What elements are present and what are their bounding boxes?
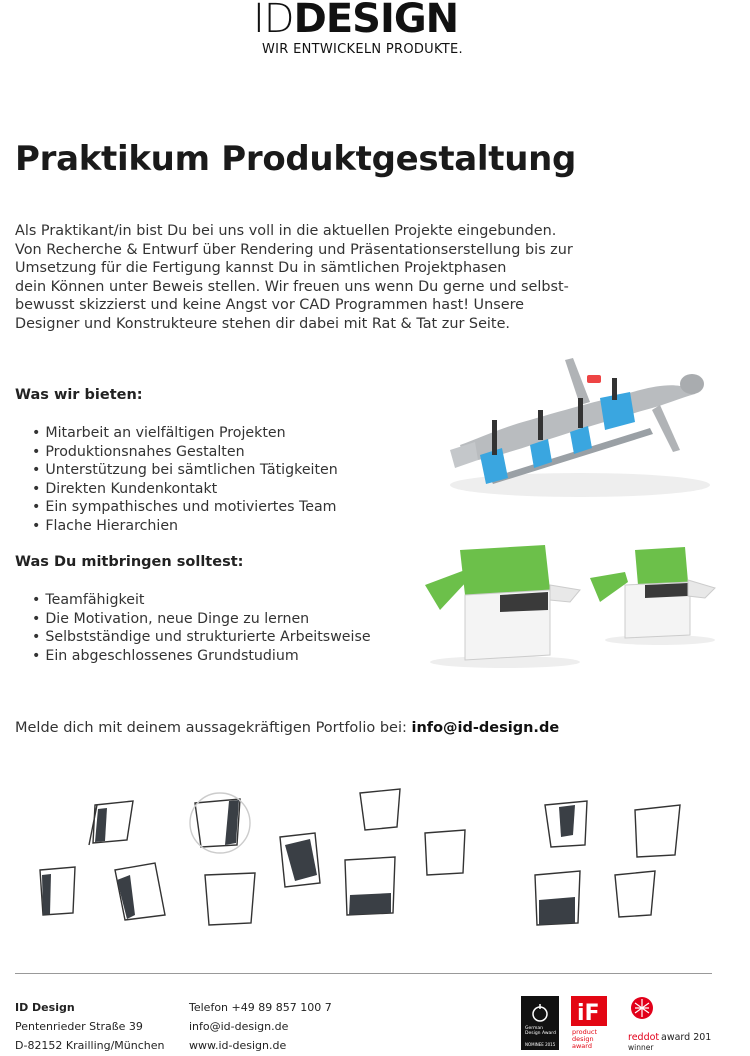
list-item: • Unterstützung bei sämtlichen Tätigkeiten	[32, 461, 338, 480]
footer-email-link[interactable]: info@id-design.de	[189, 1020, 289, 1033]
if-line2: design	[572, 1035, 594, 1043]
footer-city: D-82152 Krailling/München	[15, 1039, 165, 1052]
intro-paragraph	[15, 222, 575, 334]
reddot-red-text: reddot	[628, 1032, 660, 1043]
if-award-icon	[571, 996, 607, 1050]
brand-logo-design: DESIGN	[293, 0, 459, 42]
list-item: • Selbstständige und strukturierte Arbeitsweise	[32, 628, 371, 647]
intro-line: Designer und Konstrukteure stehen dir dabei mit Rat & Tat zur Seite.	[15, 315, 510, 332]
intro-line: bewusst skizzierst und keine Angst vor CAD Programmen hast! Unsere	[15, 297, 525, 314]
footer-address	[15, 998, 164, 1055]
german-design-award-icon	[521, 996, 559, 1050]
list-item: • Produktionsnahes Gestalten	[32, 443, 338, 462]
list-item: • Die Motivation, neue Dinge zu lernen	[32, 610, 371, 629]
list-item: • Mitarbeit an vielfältigen Projekten	[32, 424, 338, 443]
if-line3: award	[572, 1042, 592, 1050]
machine-illustration	[420, 540, 720, 670]
gda-nominee: NOMINEE 2015	[525, 1042, 556, 1047]
footer-divider	[15, 973, 712, 974]
footer-contact	[189, 998, 332, 1055]
list-item: • Direkten Kundenkontakt	[32, 480, 338, 499]
list-item: • Ein abgeschlossenes Grundstudium	[32, 647, 371, 666]
intro-line: Von Recherche & Entwurf über Rendering und Präsentationserstellung bis zur	[15, 241, 573, 258]
contact-line	[15, 720, 559, 736]
reddot-award-badge	[628, 996, 712, 1052]
tagline: WIR ENTWICKELN PRODUKTE.	[262, 42, 463, 57]
offer-list	[32, 424, 338, 536]
reddot-award-icon	[628, 996, 712, 1052]
footer-phone: Telefon +49 89 857 100 7	[189, 1001, 332, 1014]
design-sketches	[15, 775, 720, 945]
gda-line2: Design Award	[525, 1031, 556, 1036]
reddot-winner-text: winner	[628, 1043, 654, 1052]
if-award-badge	[571, 996, 607, 1050]
intro-line: Als Praktikant/in bist Du bei uns voll in die aktuellen Projekte eingebunden.	[15, 223, 557, 239]
intro-line: dein Können unter Beweis stellen. Wir freuen uns wenn Du gerne und selbst-	[15, 278, 569, 295]
brand-logo	[253, 0, 458, 42]
offer-heading: Was wir bieten:	[15, 387, 143, 403]
footer-company: ID Design	[15, 1001, 75, 1014]
requirements-list	[32, 591, 371, 665]
footer-street: Pentenrieder Straße 39	[15, 1020, 143, 1033]
intro-line: Umsetzung für die Fertigung kannst Du in sämtlichen Projektphasen	[15, 260, 507, 277]
brand-logo-id: ID	[253, 0, 294, 42]
german-design-award-badge	[521, 996, 559, 1050]
if-line1: product	[572, 1028, 598, 1036]
if-logo-text: iF	[577, 1001, 600, 1026]
contact-text: Melde dich mit deinem aussagekräftigen Portfolio bei:	[15, 720, 412, 736]
requirements-heading: Was Du mitbringen solltest:	[15, 554, 244, 570]
medical-stretcher-illustration	[440, 350, 720, 500]
page-title: Praktikum Produktgestaltung	[15, 139, 577, 179]
footer-web-link[interactable]: www.id-design.de	[189, 1039, 287, 1052]
reddot-award-text: award 2016	[661, 1032, 712, 1043]
list-item: • Teamfähigkeit	[32, 591, 371, 610]
list-item: • Ein sympathisches und motiviertes Team	[32, 498, 338, 517]
list-item: • Flache Hierarchien	[32, 517, 338, 536]
gda-line1: German	[525, 1026, 544, 1031]
contact-email-link[interactable]: info@id-design.de	[411, 720, 560, 736]
